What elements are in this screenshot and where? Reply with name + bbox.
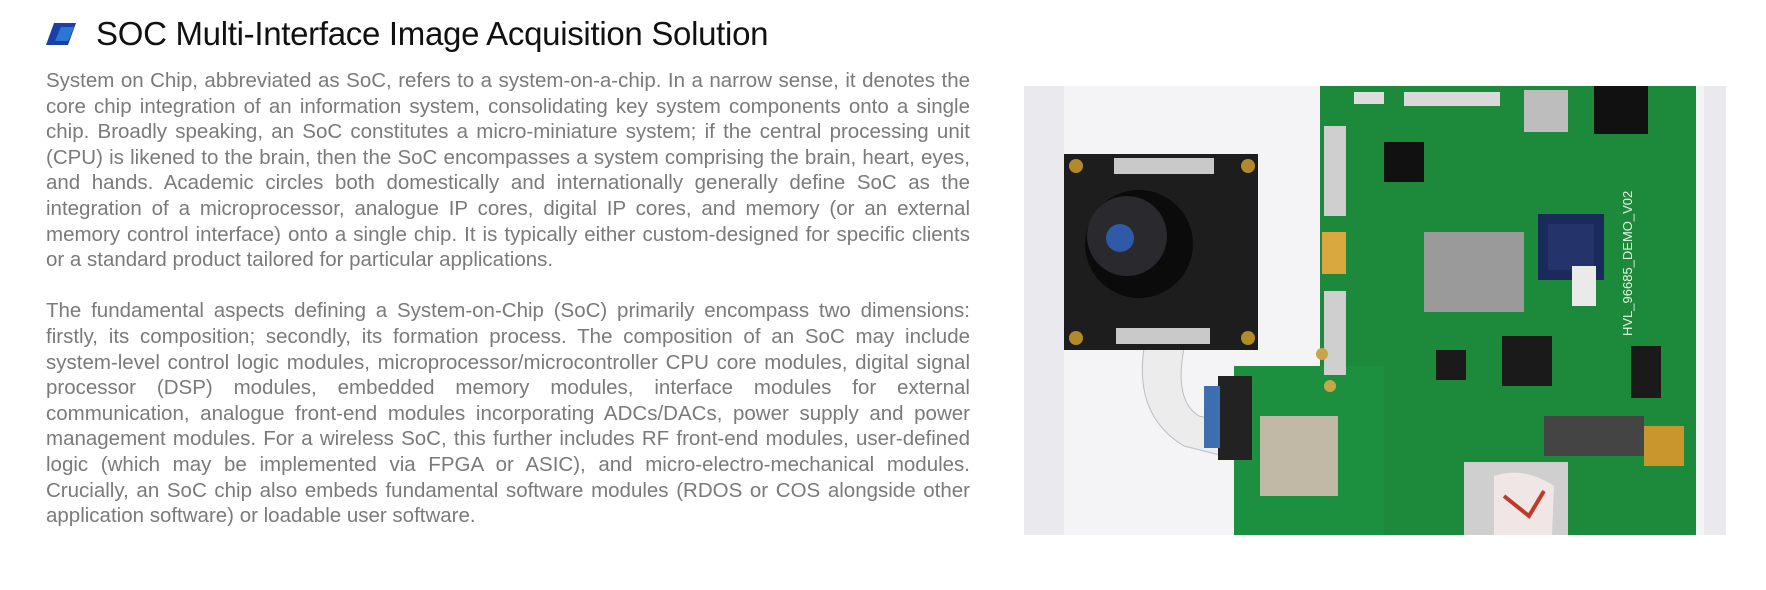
page-title: SOC Multi-Interface Image Acquisition Solution: [96, 15, 769, 52]
section-header: [46, 12, 768, 56]
board-label: HVL_96685_DEMO_V02: [1620, 190, 1635, 336]
paragraph-2: The fundamental aspects defining a System-on-Chip (SoC) primarily encompass two dimensions: firstly, its composition; secondly, its formation process. The composition of an SoC may include system-level control logic modules, microprocessor/microcontroller CPU core modules, digital signal processor (DSP) modules, embedded memory modules, interface modules for external communication, analogue front-end modules incorporating ADCs/DACs, power supply and power management modules. For a wireless SoC, this further includes RF front-end modules, user-defined logic (which may be implemented via FPGA or ASIC), and micro-electro-mechanical modules. Crucially, an SoC chip also embeds fundamental software modules (RDOS or COS alongside other application software) or loadable user software.: [46, 299, 970, 528]
article-body: [46, 68, 970, 554]
soc-board-photo: [1024, 86, 1726, 535]
paragraph-1: System on Chip, abbreviated as SoC, refers to a system-on-a-chip. In a narrow sense, it denotes the core chip integration of an information system, consolidating key system components onto a single chip. Broadly speaking, an SoC constitutes a micro-miniature system; if the central processing unit (CPU) is likened to the brain, then the SoC encompasses a system comprising the brain, heart, eyes, and hands. Academic circles both domestically and internationally generally define SoC as the integration of a microprocessor, analogue IP cores, digital IP cores, and memory (or an external memory control interface) onto a single chip. It is typically either custom-designed for specific clients or a standard product tailored for particular applications.: [46, 69, 970, 272]
parallelogram-icon: [46, 23, 76, 45]
